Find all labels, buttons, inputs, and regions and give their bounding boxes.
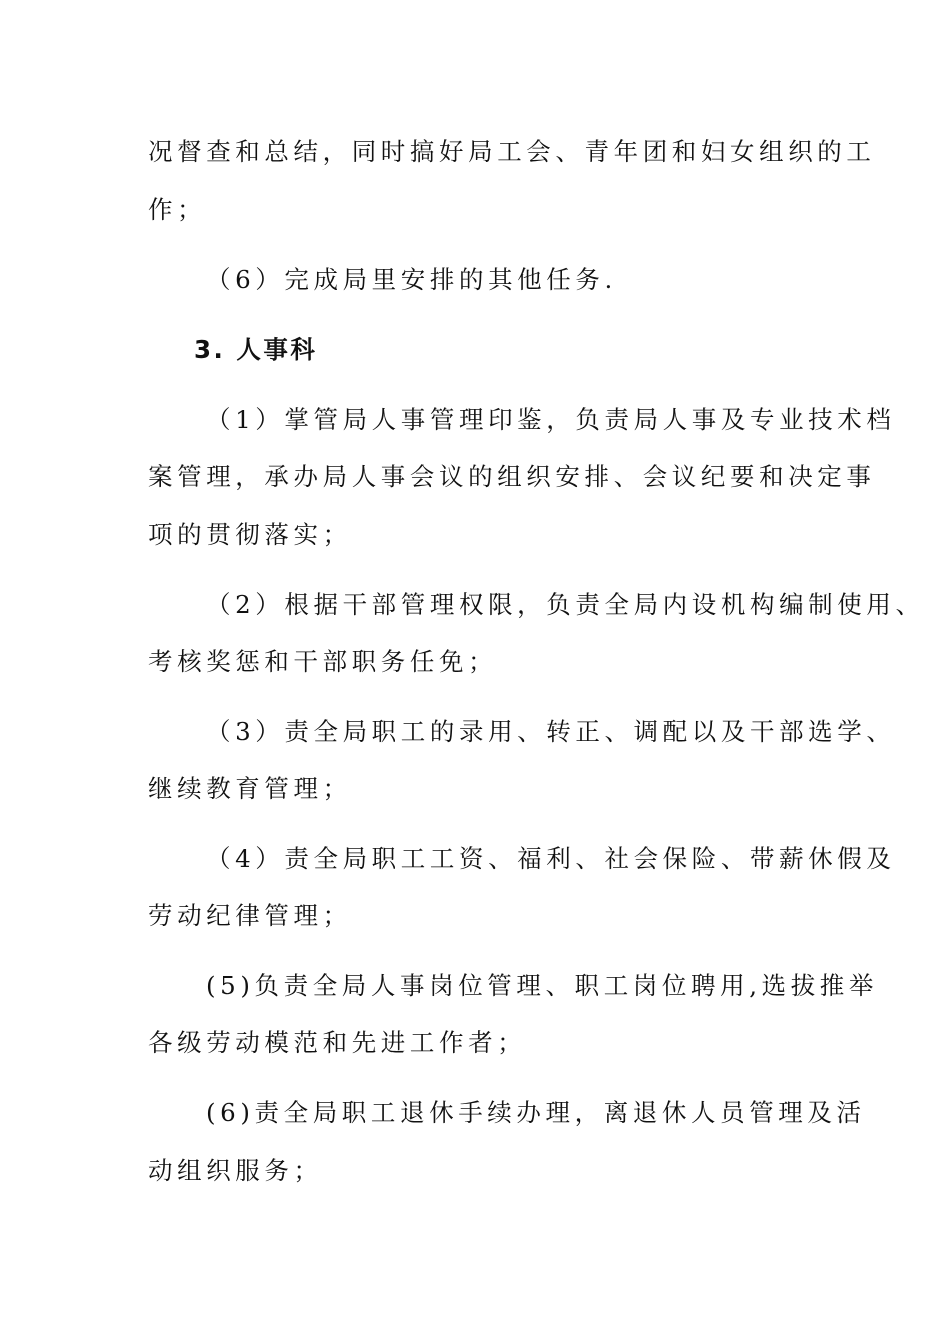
paragraph-line: 况督查和总结，同时搞好局工会、青年团和妇女组织的工 bbox=[148, 137, 876, 166]
paragraph-line: 项的贯彻落实； bbox=[148, 520, 352, 549]
paragraph-line: 动组织服务； bbox=[148, 1156, 323, 1185]
paragraph-line: 劳动纪律管理； bbox=[148, 901, 352, 930]
list-item: (5)负责全局人事岗位管理、职工岗位聘用,选拔推举 bbox=[206, 971, 878, 1000]
section-heading: 3. 人事科 bbox=[194, 335, 318, 364]
paragraph-line: 各级劳动模范和先进工作者； bbox=[148, 1028, 527, 1057]
list-item: （6）完成局里安排的其他任务. bbox=[206, 265, 617, 294]
paragraph-line: 考核奖惩和干部职务任免； bbox=[148, 647, 498, 676]
list-item: (6)责全局职工退休手续办理，离退休人员管理及活 bbox=[206, 1098, 866, 1127]
list-item: （2）根据干部管理权限，负责全局内设机构编制使用、 bbox=[206, 590, 925, 619]
paragraph-line: 作； bbox=[148, 195, 207, 224]
paragraph-line: 案管理，承办局人事会议的组织安排、会议纪要和决定事 bbox=[148, 462, 876, 491]
list-item: （1）掌管局人事管理印鉴，负责局人事及专业技术档 bbox=[206, 405, 896, 434]
list-item: （3）责全局职工的录用、转正、调配以及干部选学、 bbox=[206, 717, 896, 746]
list-item: （4）责全局职工工资、福利、社会保险、带薪休假及 bbox=[206, 844, 896, 873]
paragraph-line: 继续教育管理； bbox=[148, 774, 352, 803]
